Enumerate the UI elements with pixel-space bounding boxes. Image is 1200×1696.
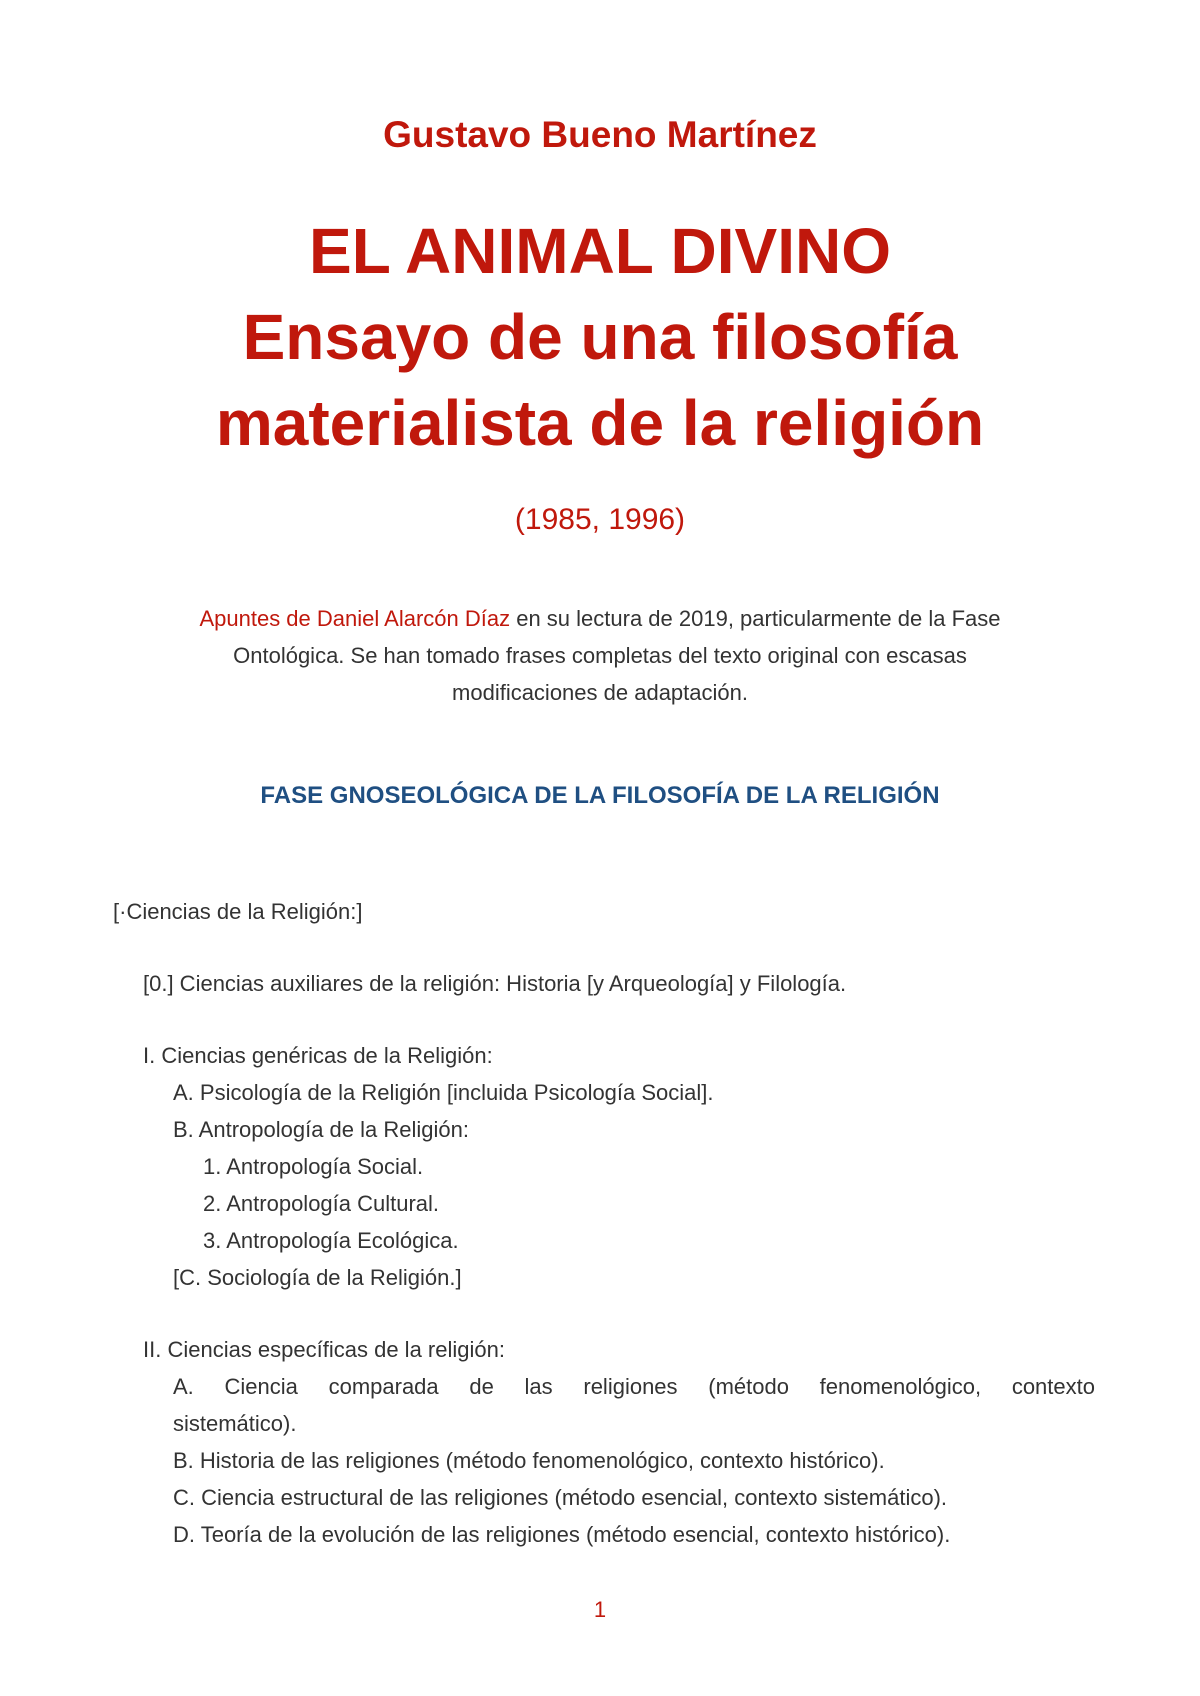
outline-generic-b1: 1. Antropología Social. (203, 1154, 424, 1179)
outline-specific-c: C. Ciencia estructural de las religiones (método esencial, contexto sistemático). (173, 1485, 948, 1510)
outline-specific-heading: II. Ciencias específicas de la religión: (143, 1337, 505, 1362)
outline-generic-b3: 3. Antropología Ecológica. (203, 1228, 459, 1253)
outline-generic-heading: I. Ciencias genéricas de la Religión: (143, 1043, 493, 1068)
outline-generic-b2: 2. Antropología Cultural. (203, 1191, 440, 1216)
notes-author: Apuntes de Daniel Alarcón Díaz (199, 606, 511, 631)
intro-line-2: Ontológica. Se han tomado frases completas del texto original con escasas (233, 643, 967, 668)
outline-specific-d: D. Teoría de la evolución de las religiones (método esencial, contexto histórico). (173, 1522, 951, 1547)
intro-line-3: modificaciones de adaptación. (452, 680, 748, 705)
section-heading: FASE GNOSEOLÓGICA DE LA FILOSOFÍA DE LA RELIGIÓN (260, 782, 940, 809)
outline-root: [·Ciencias de la Religión:] (113, 899, 363, 924)
book-title (0, 208, 1200, 466)
outline-generic-c: [C. Sociología de la Religión.] (173, 1265, 462, 1290)
intro-line-1-rest: en su lectura de 2019, particularmente de la Fase (510, 606, 1001, 631)
outline-auxiliary: [0.] Ciencias auxiliares de la religión: Historia [y Arqueología] y Filología. (143, 971, 847, 996)
author-name: Gustavo Bueno Martínez (383, 114, 817, 155)
outline-specific-a-line-2: sistemático). (173, 1411, 297, 1436)
title-line-1: EL ANIMAL DIVINO (309, 215, 891, 287)
outline-generic-a: A. Psicología de la Religión [incluida Psicología Social]. (173, 1080, 714, 1105)
publication-years: (1985, 1996) (514, 503, 686, 536)
outline-generic-b: B. Antropología de la Religión: (173, 1117, 469, 1142)
outline-specific-a-line-1: A. Ciencia comparada de las religiones (método fenomenológico, contexto (173, 1374, 1095, 1399)
intro-paragraph (150, 600, 1050, 711)
intro-line-1 (150, 600, 1050, 637)
outline-specific-b: B. Historia de las religiones (método fenomenológico, contexto histórico). (173, 1448, 885, 1473)
title-line-2: Ensayo de una filosofía (242, 301, 958, 373)
page-number: 1 (593, 1597, 607, 1622)
title-line-3: materialista de la religión (215, 387, 985, 459)
